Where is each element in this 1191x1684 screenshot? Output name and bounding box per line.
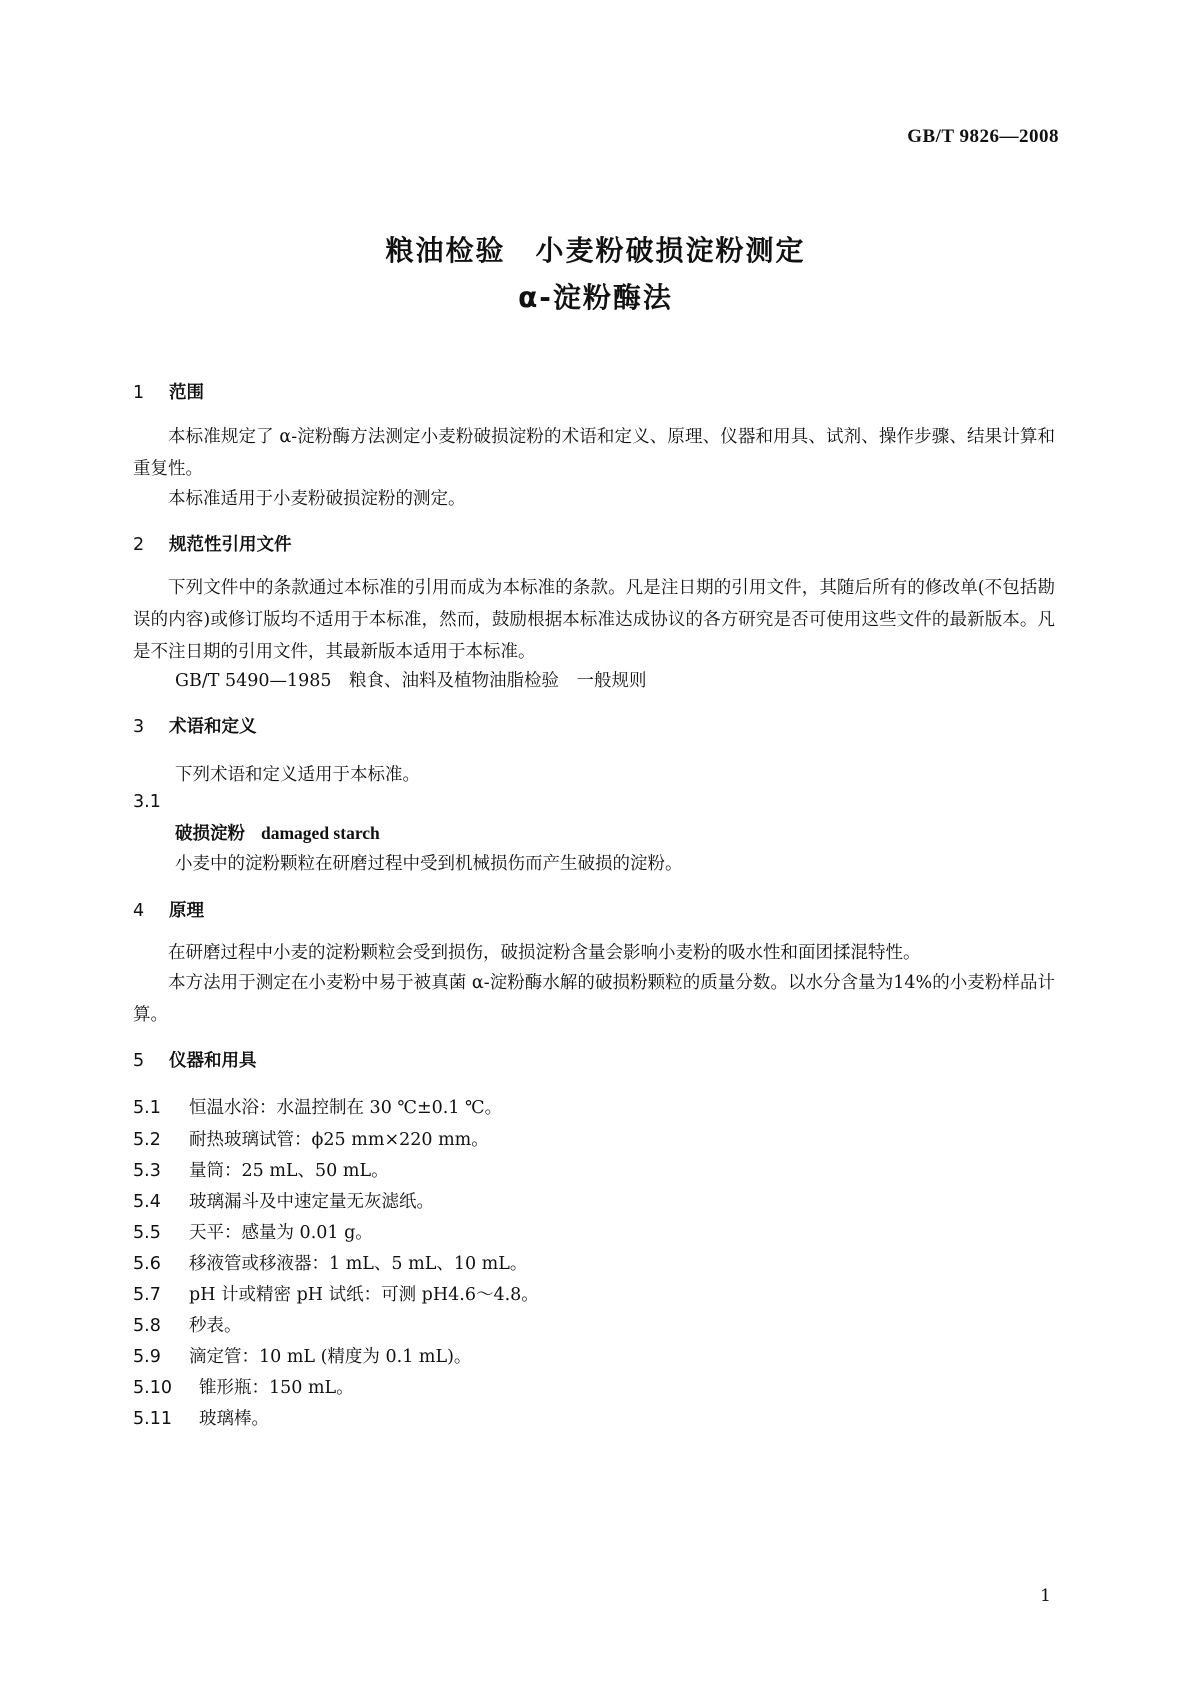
subclause-number: 3.1 — [133, 792, 161, 812]
term-chinese: 破损淀粉 — [175, 824, 245, 844]
item-text: 秒表。 — [189, 1316, 242, 1336]
list-item — [133, 1250, 527, 1275]
item-text: 滴定管：10 mL (精度为 0.1 mL)。 — [189, 1347, 472, 1367]
list-item — [133, 1343, 471, 1368]
term-definition: 小麦中的淀粉颗粒在研磨过程中受到机械损伤而产生破损的淀粉。 — [175, 854, 683, 874]
item-text: 玻璃棒。 — [199, 1409, 269, 1429]
item-text: 量筒：25 mL、50 mL。 — [189, 1161, 389, 1181]
paragraph: 下列文件中的条款通过本标准的引用而成为本标准的条款。凡是注日期的引用文件，其随后所有的修改单(不包括勘误的内容)或修订版均不适用于本标准，然而，鼓励根据本标准达成协议的各方研究是否可使用这些文件的最新版本。凡是不注日期的引用文件，其最新版本适用于本标准。 — [133, 578, 1055, 662]
reference-entry: GB/T 5490—1985 粮食、油料及植物油脂检验 一般规则 — [175, 671, 647, 691]
section-heading-apparatus — [133, 1047, 257, 1072]
paragraph: 本标准适用于小麦粉破损淀粉的测定。 — [168, 489, 466, 509]
section-number: 5 — [133, 1051, 145, 1071]
term-english: damaged starch — [261, 823, 380, 843]
document-title: 粮油检验 小麦粉破损淀粉测定 — [385, 234, 806, 267]
paragraph: 本方法用于测定在小麦粉中易于被真菌 α-淀粉酶水解的破损粉颗粒的质量分数。以水分含量为14%的小麦粉样品计算。 — [133, 973, 1055, 1025]
document-subtitle: α-淀粉酶法 — [518, 281, 673, 314]
item-text: 天平：感量为 0.01 g。 — [189, 1223, 373, 1243]
term-entry — [175, 820, 380, 845]
section-heading-terms — [133, 713, 257, 738]
standard-code: GB/T 9826—2008 — [907, 126, 1059, 147]
item-text: 耐热玻璃试管：ϕ25 mm×220 mm。 — [189, 1130, 489, 1150]
list-item — [133, 1405, 269, 1430]
item-number: 5.1 — [133, 1098, 161, 1118]
item-text: 锥形瓶：150 mL。 — [199, 1378, 354, 1398]
section-title: 仪器和用具 — [169, 1051, 257, 1071]
item-number: 5.4 — [133, 1192, 161, 1212]
section-number: 4 — [133, 901, 145, 921]
item-number: 5.3 — [133, 1161, 161, 1181]
section-heading-principle — [133, 897, 204, 922]
item-number: 5.8 — [133, 1316, 161, 1336]
list-item — [133, 1374, 354, 1399]
item-number: 5.9 — [133, 1347, 161, 1367]
list-item — [133, 1157, 389, 1182]
item-number: 5.7 — [133, 1285, 161, 1305]
item-number: 5.5 — [133, 1223, 161, 1243]
list-item — [133, 1126, 489, 1151]
paragraph: 在研磨过程中小麦的淀粉颗粒会受到损伤，破损淀粉含量会影响小麦粉的吸水性和面团揉混特性。 — [168, 943, 921, 963]
item-number: 5.2 — [133, 1130, 161, 1150]
item-number: 5.6 — [133, 1254, 161, 1274]
section-heading-normative-references — [133, 531, 292, 556]
paragraph: 本标准规定了 α-淀粉酶方法测定小麦粉破损淀粉的术语和定义、原理、仪器和用具、试剂、操作步骤、结果计算和重复性。 — [133, 427, 1055, 479]
section-title: 规范性引用文件 — [169, 535, 292, 555]
item-text: 移液管或移液器：1 mL、5 mL、10 mL。 — [189, 1254, 528, 1274]
section-title: 范围 — [169, 383, 204, 403]
list-item — [133, 1188, 434, 1213]
item-text: pH 计或精密 pH 试纸：可测 pH4.6～4.8。 — [189, 1285, 539, 1305]
section-number: 3 — [133, 717, 145, 737]
section-heading-scope — [133, 379, 204, 404]
page-number: 1 — [1040, 1586, 1051, 1606]
item-text: 恒温水浴：水温控制在 30 ℃±0.1 ℃。 — [189, 1098, 503, 1118]
section-title: 术语和定义 — [169, 717, 257, 737]
list-item — [133, 1312, 242, 1337]
item-number: 5.11 — [133, 1409, 172, 1429]
item-number: 5.10 — [133, 1378, 172, 1398]
paragraph: 下列术语和定义适用于本标准。 — [175, 765, 420, 785]
item-text: 玻璃漏斗及中速定量无灰滤纸。 — [189, 1192, 434, 1212]
section-number: 1 — [133, 383, 145, 403]
list-item — [133, 1281, 539, 1306]
list-item — [133, 1219, 373, 1244]
section-number: 2 — [133, 535, 145, 555]
list-item — [133, 1094, 502, 1119]
section-title: 原理 — [169, 901, 204, 921]
